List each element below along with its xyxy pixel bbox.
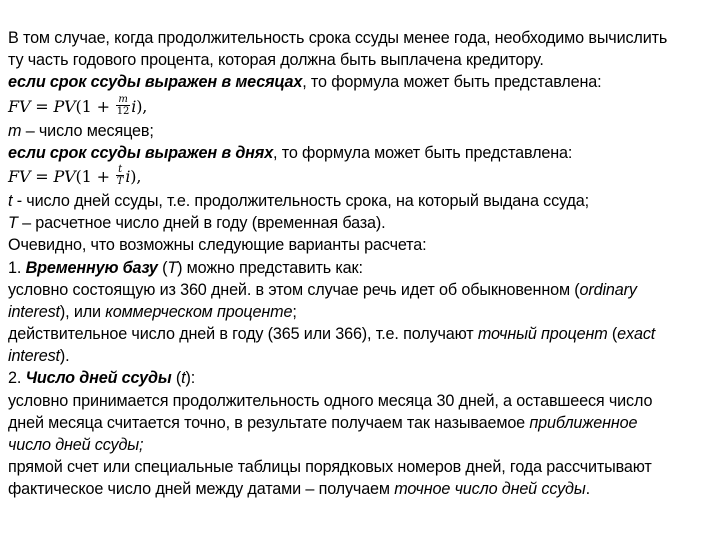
formula-open: (1 + [75,96,115,116]
paragraph-line [8,301,713,323]
text: ). [59,347,70,366]
paragraph-line [8,234,713,256]
paragraph-line [8,190,713,212]
paragraph-line [8,142,713,164]
text: прямой счет или специальные таблицы порядковых номеров дней, года рассчитывают [8,458,652,477]
fraction-numerator: m [116,94,130,106]
text: ) можно представить как: [177,258,363,277]
text: ): [185,369,196,388]
formula-days [8,164,713,190]
paragraph-line [8,345,713,367]
variable-text: t [8,191,13,210]
italic-text: ordinary [579,280,637,299]
fraction-denominator: 12 [116,105,130,117]
variable-text: T [167,258,178,277]
paragraph-line [8,434,713,456]
formula-close: ), [130,166,142,186]
text: – число месяцев; [21,121,154,140]
paragraph-line [8,279,713,301]
text: Очевидно, что возможны следующие варианты расчета: [8,236,427,255]
formula-equals: = [30,166,54,186]
text: фактическое число дней между датами – получаем [8,480,395,499]
text: ( [171,369,182,388]
italic-text: interest [8,347,60,366]
formula-i: i [125,166,131,186]
paragraph-line [8,120,713,142]
text: ; [292,302,297,321]
variable-text: t [181,369,186,388]
paragraph-line [8,27,713,49]
paragraph-line [8,390,713,412]
paragraph-line [8,49,713,71]
text: действительное число дней в году (365 или 366), т.е. получают [8,325,478,344]
text: ( [607,325,618,344]
emphasis-text: Число дней ссуды [25,369,172,388]
paragraph-line [8,212,713,234]
fraction-numerator: t [116,164,125,176]
formula-open: (1 + [75,166,115,186]
formula-fraction [116,94,130,117]
formula-fv: FV [8,166,31,186]
italic-text: interest [8,302,60,321]
text: - число дней ссуды, т.е. продолжительность срока, на который выдана ссуда; [12,191,589,210]
paragraph-line [8,412,713,434]
formula-fraction [116,164,125,187]
slide-text-body [8,27,713,501]
text: 2. [8,369,26,388]
italic-text: коммерческом проценте [105,302,293,321]
text: . [585,480,590,499]
paragraph-line [8,367,713,389]
italic-text: число дней ссуды; [8,436,144,454]
italic-text: точный процент [477,325,608,344]
text: , то формула может быть представлена: [273,143,573,162]
emphasis-text: если срок ссуды выражен в месяцах [8,73,303,92]
formula-equals: = [30,96,54,116]
italic-text: точное число дней ссуды [394,480,586,499]
text: условно принимается продолжительность одного месяца 30 дней, а оставшееся число [8,391,653,410]
formula-months [8,94,713,120]
text: ), или [59,302,106,321]
paragraph-line [8,323,713,345]
text: ( [157,258,168,277]
text: дней месяца считается точно, в результате получаем так называемое [8,413,530,432]
italic-text: приближенное [529,413,638,432]
italic-text: exact [617,325,656,344]
formula-pv: PV [53,96,76,116]
paragraph-line [8,478,713,500]
fraction-denominator: T [116,175,124,187]
paragraph-line [8,456,713,478]
text: условно состоящую из 360 дней. в этом случае речь идет об обыкновенном ( [8,280,580,299]
formula-pv: PV [53,166,76,186]
formula-close: ), [136,96,148,116]
text: ту часть годового процента, которая должна быть выплачена кредитору. [8,51,544,70]
paragraph-line [8,71,713,93]
formula-i: i [131,96,137,116]
text: 1. [8,258,26,277]
paragraph-line [8,257,713,279]
text: В том случае, когда продолжительность срока ссуды менее года, необходимо вычислить [8,29,668,47]
variable-text: m [8,121,22,140]
variable-text: T [8,214,18,233]
text: – расчетное число дней в году (временная база). [17,214,386,233]
emphasis-text: Временную базу [25,258,158,277]
text: , то формула может быть представлена: [302,73,602,92]
formula-fv: FV [8,96,31,116]
emphasis-text: если срок ссуды выражен в днях [8,143,274,162]
